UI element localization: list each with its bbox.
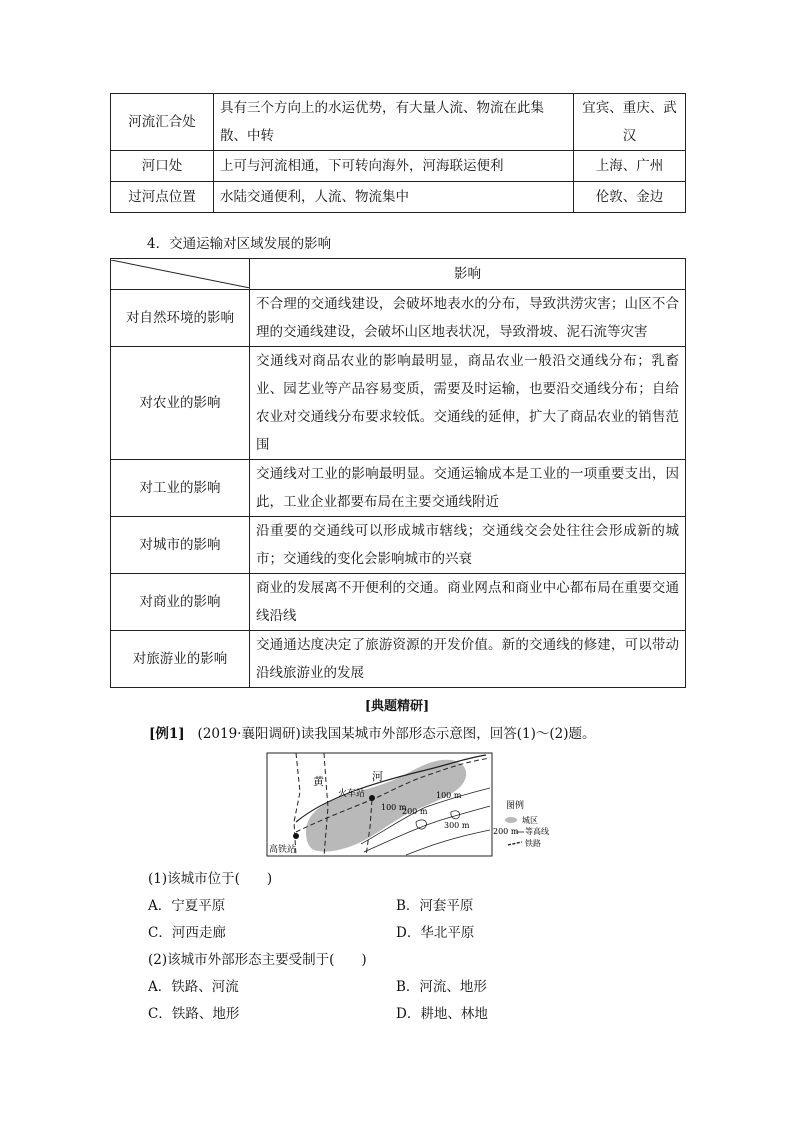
table-row [111, 574, 686, 631]
impact-cell: 不合理的交通线建设，会破坏地表水的分布，导致洪涝灾害；山区不合理的交通线建设，会破坏山区地表状况，导致滑坡、泥石流等灾害 [250, 290, 686, 347]
aspect-cell: 对城市的影响 [111, 517, 250, 574]
table-row [111, 151, 686, 182]
question-2-option-c[interactable]: C．铁路、地形 [148, 1006, 240, 1022]
contour-label: 200 m [402, 807, 428, 816]
aspect-cell: 对自然环境的影响 [111, 290, 250, 347]
impact-cell: 商业的发展离不开便利的交通。商业网点和商业中心都布局在重要交通线沿线 [250, 574, 686, 631]
river-location-table [110, 93, 686, 213]
table-row [111, 290, 686, 347]
city-morphology-map [266, 752, 556, 862]
transport-impact-table [110, 258, 686, 688]
example-intro [149, 722, 595, 742]
contour-label: 100 m [436, 791, 462, 800]
examples-cell: 伦敦、金边 [574, 182, 686, 213]
question-1-stem: (1)该城市位于( ) [148, 871, 273, 887]
aspect-cell: 对农业的影响 [111, 347, 250, 460]
impact-cell: 沿重要的交通线可以形成城市辖线；交通线交会处往往会形成新的城市；交通线的变化会影响城市的兴衰 [250, 517, 686, 574]
question-2-option-d[interactable]: D．耕地、林地 [396, 1006, 488, 1022]
aspect-cell: 对商业的影响 [111, 574, 250, 631]
table-header-row [111, 259, 686, 290]
river-label-2: 河 [372, 770, 383, 783]
question-1-option-c[interactable]: C．河西走廊 [148, 925, 226, 941]
legend-railway-symbol [508, 842, 522, 845]
table-row [111, 347, 686, 460]
section-heading: 4．交通运输对区域发展的影响 [147, 236, 332, 252]
question-2-option-a[interactable]: A．铁路、河流 [148, 979, 239, 995]
example-label: [例1] [149, 726, 185, 742]
table-row [111, 460, 686, 517]
section-title: [典题精研] [364, 699, 430, 714]
diagonal-line [111, 260, 250, 288]
question-2-option-b[interactable]: B．河流、地形 [396, 979, 487, 995]
impact-cell: 交通线对工业的影响最明显。交通运输成本是工业的一项重要支出，因此，工业企业都要布局在主要交通线附近 [250, 460, 686, 517]
aspect-cell: 对旅游业的影响 [111, 631, 250, 688]
location-cell: 过河点位置 [111, 182, 214, 213]
question-2-stem: (2)该城市外部形态主要受制于( ) [148, 952, 367, 968]
advantage-cell: 上可与河流相通，下可转向海外，河海联运便利 [214, 151, 574, 182]
question-1-option-b[interactable]: B．河套平原 [396, 898, 474, 914]
table-row [111, 631, 686, 688]
train-station-marker [369, 795, 375, 801]
diagonal-header-cell [111, 259, 250, 290]
impact-cell: 交通通达度决定了旅游资源的开发价值。新的交通线的修建，可以带动沿线旅游业的发展 [250, 631, 686, 688]
impact-cell: 交通线对商品农业的影响最明显，商品农业一般沿交通线分布；乳畜业、园艺业等产品容易变质，需要及时运输，也要沿交通线分布；自给农业对交通线分布要求较低。交通线的延伸，扩大了商品农业的销售范围 [250, 347, 686, 460]
legend-title: 图例 [506, 801, 525, 811]
column-header: 影响 [250, 259, 686, 290]
legend-contour-label: 等高线 [525, 827, 549, 836]
advantage-cell: 水陆交通便利，人流、物流集中 [214, 182, 574, 213]
aspect-cell: 对工业的影响 [111, 460, 250, 517]
examples-cell: 宜宾、重庆、武汉 [574, 94, 686, 151]
table-row [111, 182, 686, 213]
hsr-station-marker [293, 833, 299, 839]
train-station-label: 火车站 [338, 789, 366, 799]
river-label-1: 黄 [313, 775, 324, 788]
examples-cell: 上海、广州 [574, 151, 686, 182]
location-cell: 河口处 [111, 151, 214, 182]
table-row [111, 517, 686, 574]
advantage-cell: 具有三个方向上的水运优势，有大量人流、物流在此集散、中转 [214, 94, 574, 151]
question-1-option-a[interactable]: A．宁夏平原 [148, 898, 226, 914]
legend-contour-value: 200 m [493, 827, 519, 836]
hsr-station-label: 高铁站 [269, 845, 297, 855]
location-cell: 河流汇合处 [111, 94, 214, 151]
table-row [111, 94, 686, 151]
legend-city-label: 城区 [522, 816, 538, 825]
legend-railway-label: 铁路 [525, 839, 541, 848]
contour-label: 300 m [444, 821, 470, 830]
legend-city-swatch [505, 817, 517, 823]
map-legend [493, 799, 549, 848]
contour-label: 100 m [381, 803, 407, 812]
question-1-option-d[interactable]: D．华北平原 [396, 925, 475, 941]
example-text: (2019·襄阳调研)读我国某城市外部形态示意图，回答(1)～(2)题。 [197, 726, 596, 742]
